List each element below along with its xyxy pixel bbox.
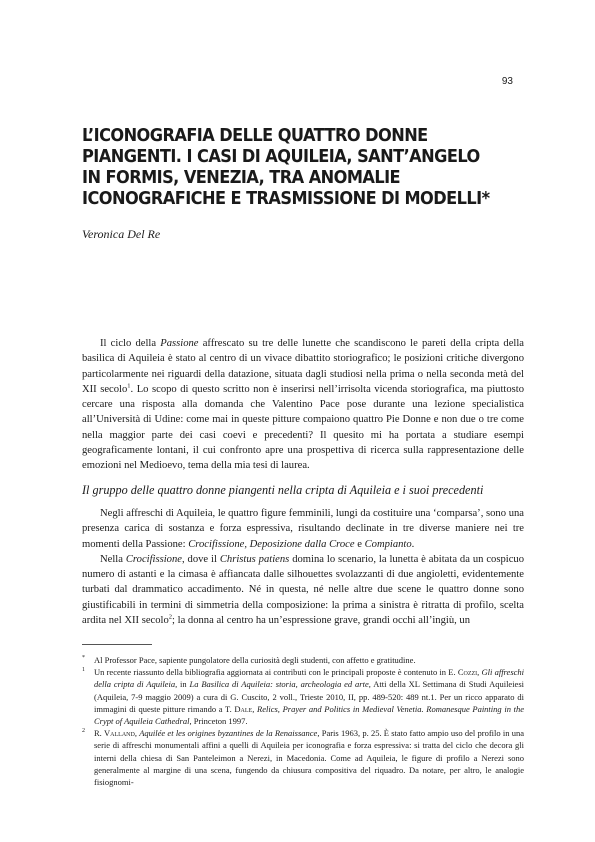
title-line: PIANGENTI. I CASI DI AQUILEIA, SANT’ANGELO: [82, 147, 480, 167]
article-title: [82, 126, 491, 210]
body-paragraph: Nella Crocifissione, dove il Christus patiens domina lo scenario, la lunetta è abitata da un cospicuo numero di astanti e la cimasa è affiancata dalle silhouettes svolazzanti di due angioletti, evidentemente turbati dal drammatico accadimento. Né in questa, né nelle altre due scene le quattro donne sono giustificabili in termini di simmetria della composizione: la prima a sinistra è ritratta di profilo, scelta ardita nel XII secolo$^2$; la donna al centro ha un’espressione grave, grandi occhi all’ingiù, un: [82, 553, 525, 627]
footnote-mark: 1: [82, 667, 85, 674]
section-body: [82, 506, 524, 628]
footnote-ref: 2: [168, 613, 173, 621]
footnote-ref: 1: [127, 382, 131, 390]
title-line: ICONOGRAFICHE E TRASMISSIONE DI MODELLI*: [82, 189, 490, 209]
footnotes: [82, 654, 524, 788]
author-name: Veronica Del Re: [82, 227, 161, 241]
intro-paragraph: Il ciclo della Passione affrescato su tre delle lunette che scandiscono le pareti della cripta della basilica di Aquileia è stato al centro di un vivace dibattito storiografico; le posizioni critiche divergono particolarmente nei riguardi della datazione, situata dagli studiosi nella prima o nella seconda metà del XII secolo$^1$. Lo scopo di questo scritto non è inserirsi nell’irrisolta vicenda storiografica, ma piuttosto cercare una risposta alla domanda che Valentino Pace pose durante una lezione specialistica all’Università di Udine: come mai in queste pitture compaiono quattro Pie Donne e non due o tre come nella maggior parte dei casi coevi e precedenti? Il quesito mi ha portata a studiare esempi geograficamente lontani, il cui confronto apre una prospettiva di ricerca sulla rappresentazione delle emozioni nel Medioevo, tema della mia tesi di laurea.: [82, 338, 525, 472]
page-number: 93: [501, 76, 513, 87]
title-line: IN FORMIS, VENEZIA, TRA ANOMALIE: [82, 168, 401, 188]
footnote: 2 R. Valland, Aquilée et les origines byzantines de la Renaissance, Paris 1963, p. 25. È stato fatto ampio uso del profilo in una serie di affreschi monumentali affini a quelli di Aquileia per iconografia e forza espressiva: si tratta del ciclo che decora gli interni della chiesa di San Panteleimon a Nerezi, in Macedonia. Come ad Aquileia, le figure di profilo a Nerezi sono generalmente al margine di una scena, fungendo da chiusura compositiva del riquadro. Da notare, per altro, le analogie fisiognomi-: [82, 727, 524, 788]
footnote: 1 Un recente riassunto della bibliografia aggiornata ai contributi con le principali proposte è contenuto in E. Cozzi, Gli affreschi della cripta di Aquileia, in La Basilica di Aquileia: storia, archeologia ed arte, Atti della XL Settimana di Studi Aquileiesi (Aquileia, 7-9 maggio 2009) a cura di G. Cuscito, 2 voll., Trieste 2010, II, pp. 489-520: 489 nt.1. Per un ricco apparato di immagini di queste pitture rimando a T. Dale, Relics, Prayer and Politics in Medieval Venetia. Romanesque Painting in the Crypt of Aquileia Cathedral, Princeton 1997.: [82, 666, 524, 727]
footnote: * Al Professor Pace, sapiente pungolatore della curiosità degli studenti, con affetto e gratitudine.: [82, 654, 524, 666]
section-heading: Il gruppo delle quattro donne piangenti nella cripta di Aquileia e i suoi precedenti: [82, 483, 484, 497]
intro-section: [82, 336, 524, 474]
title-line: L’ICONOGRAFIA DELLE QUATTRO DONNE: [82, 126, 428, 146]
footnote-divider: [82, 644, 152, 645]
footnote-mark: 2: [82, 728, 85, 735]
body-paragraph: Negli affreschi di Aquileia, le quattro figure femminili, lungi da costituire una ‘comparsa’, sono una presenza carica di sostanza e forza espressiva, risultando declinate in tre diverse maniere nei tre momenti della Passione: Crocifissione, Deposizione dalla Croce e Compianto.: [82, 508, 524, 550]
footnote-mark: *: [82, 655, 85, 661]
